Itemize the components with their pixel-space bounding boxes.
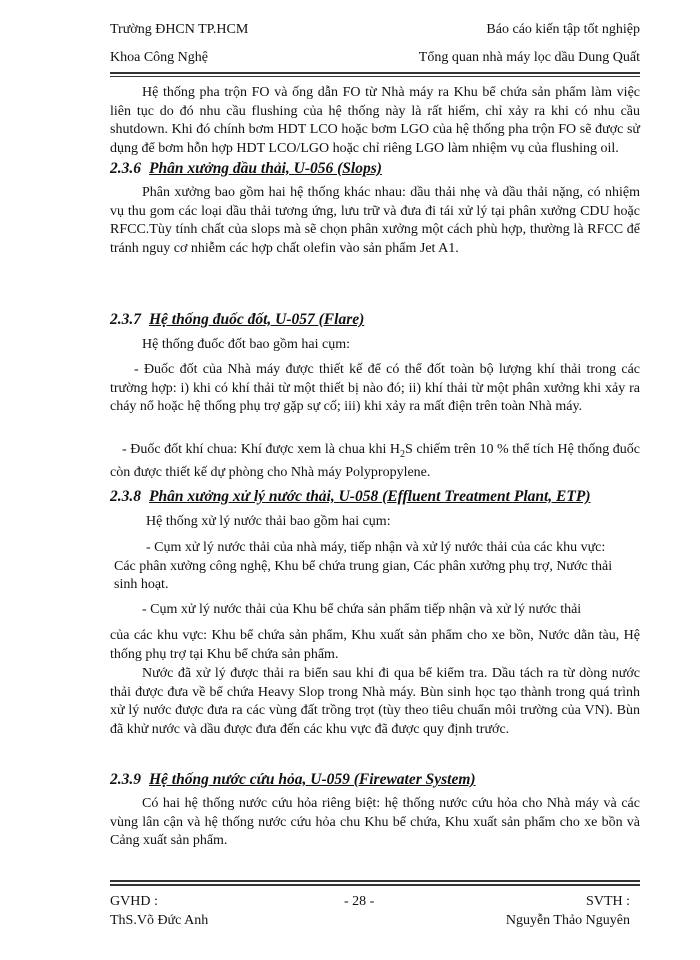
header-school: Trường ĐHCN TP.HCM [110,22,249,37]
bullet-paragraph: - Đuốc đốt của Nhà máy được thiết kế để có thể đốt toàn bộ lượng khí thải trong các trường hợp: i) khi có khí thải từ một thiết bị nào đó; ii) khí thải từ một phân xưởng khi xảy ra cháy nổ hoặc hệ thống phụ trợ gặp sự cố; iii) khi xảy ra mất điện trên toàn Nhà máy. [110,362,640,414]
heading-title: Hệ thống đuốc đốt, U-057 (Flare) [149,311,365,328]
footer-student: Nguyễn Thảo Nguyên [505,913,630,928]
paragraph: Nước đã xử lý được thải ra biển sau khi đi qua bể kiểm tra. Dầu tách ra từ dòng nước thải được đưa về bể chứa Heavy Slop trong Nhà máy. Bùn sinh học tạo thành trong quá trình xử lý nước được đưa ra các vùng đất trồng trọt (tùy theo tiêu chuẩn môi trường của VN). Bùn đã khử nước và dầu được đưa đến các khu vực đã được quy định trước. [110,666,640,737]
header-topic: Tổng quan nhà máy lọc dầu Dung Quất [418,50,640,65]
paragraph: Hệ thống xử lý nước thải bao gồm hai cụm: [146,514,391,529]
heading-number: 2.3.7 [110,311,141,328]
heading-number: 2.3.8 [110,488,141,505]
paragraph: của các khu vực: Khu bể chứa sản phẩm, Khu xuất sản phẩm cho xe bồn, Nước dằn tàu, Hệ thống phụ trợ tại Khu bể chứa sản phẩm. [110,628,640,662]
bullet-paragraph [110,441,640,483]
section-heading-2-3-8 [110,488,591,506]
footer-svth-label: SVTH : [586,894,630,909]
heading-number: 2.3.6 [110,160,141,177]
header-faculty: Khoa Công Nghệ [110,50,208,65]
bullet-paragraph: - Cụm xử lý nước thải của Khu bể chứa sản phẩm tiếp nhận và xử lý nước thải [142,602,582,617]
footer-rule [110,880,640,886]
footer-advisor: ThS.Võ Đức Anh [110,913,209,928]
paragraph: Hệ thống đuốc đốt bao gồm hai cụm: [142,337,351,352]
section-heading-2-3-7 [110,311,364,329]
heading-title: Phân xưởng xử lý nước thải, U-058 (Effluent Treatment Plant, ETP) [149,488,591,505]
text: - Đuốc đốt khí chua: Khí được xem là chua khi H [122,442,401,457]
heading-title: Phân xưởng dầu thải, U-056 (Slops) [149,160,382,177]
heading-title: Hệ thống nước cứu hỏa, U-059 (Firewater System) [149,771,476,788]
subscript: 2 [400,448,406,460]
header-report: Báo cáo kiến tập tốt nghiệp [486,22,640,37]
header-rule [110,72,640,77]
paragraph: Có hai hệ thống nước cứu hỏa riêng biệt: hệ thống nước cứu hỏa cho Nhà máy và các vùng lân cận và hệ thống nước cứu hỏa chu Khu bể chứa, Khu xuất sản phẩm cho xe bồn và Cảng xuất sản phẩm. [110,796,640,848]
page-number: - 28 - [344,894,375,909]
footer-gvhd-label: GVHD : [110,894,158,909]
heading-number: 2.3.9 [110,771,141,788]
section-heading-2-3-6 [110,160,382,178]
text: S chiếm trên 10 % thể tích Hệ thống đuốc còn được thiết kế dự phòng cho Nhà máy Polypropylene. [110,442,640,481]
section-heading-2-3-9 [110,771,476,789]
paragraph: Phân xưởng bao gồm hai hệ thống khác nhau: dầu thải nhẹ và dầu thải nặng, có nhiệm vụ thu gom các loại dầu thải tương ứng, lưu trữ và đưa đi tái xử lý tại phân xưởng CDU hoặc RFCC.Tùy tính chất của slops mà sẽ chọn phân xưởng một cách phù hợp, thường là RFCC để tránh nguy cơ nhiễm các hợp chất olefin vào sản phẩm Jet A1. [110,185,640,256]
paragraph: Hệ thống pha trộn FO và ống dẫn FO từ Nhà máy ra Khu bể chứa sản phẩm làm việc liên tục do đó nhu cầu flushing của hệ thống này là rất hiếm, chỉ xảy ra khi có nhu cầu shutdown. Khi đó chính bơm HDT LCO hoặc bơm LGO của hệ thống pha trộn FO sẽ được sử dụng để bơm hỗn hợp HDT LCO/LGO hoặc chỉ riêng LGO làm nhiệm vụ của flushing oil. [110,85,640,156]
bullet-paragraph: - Cụm xử lý nước thải của nhà máy, tiếp nhận và xử lý nước thải của các khu vực: Các phân xưởng công nghệ, Khu bể chứa trung gian, Các phân xưởng phụ trợ, Nước thải sinh hoạt. [114,540,613,592]
